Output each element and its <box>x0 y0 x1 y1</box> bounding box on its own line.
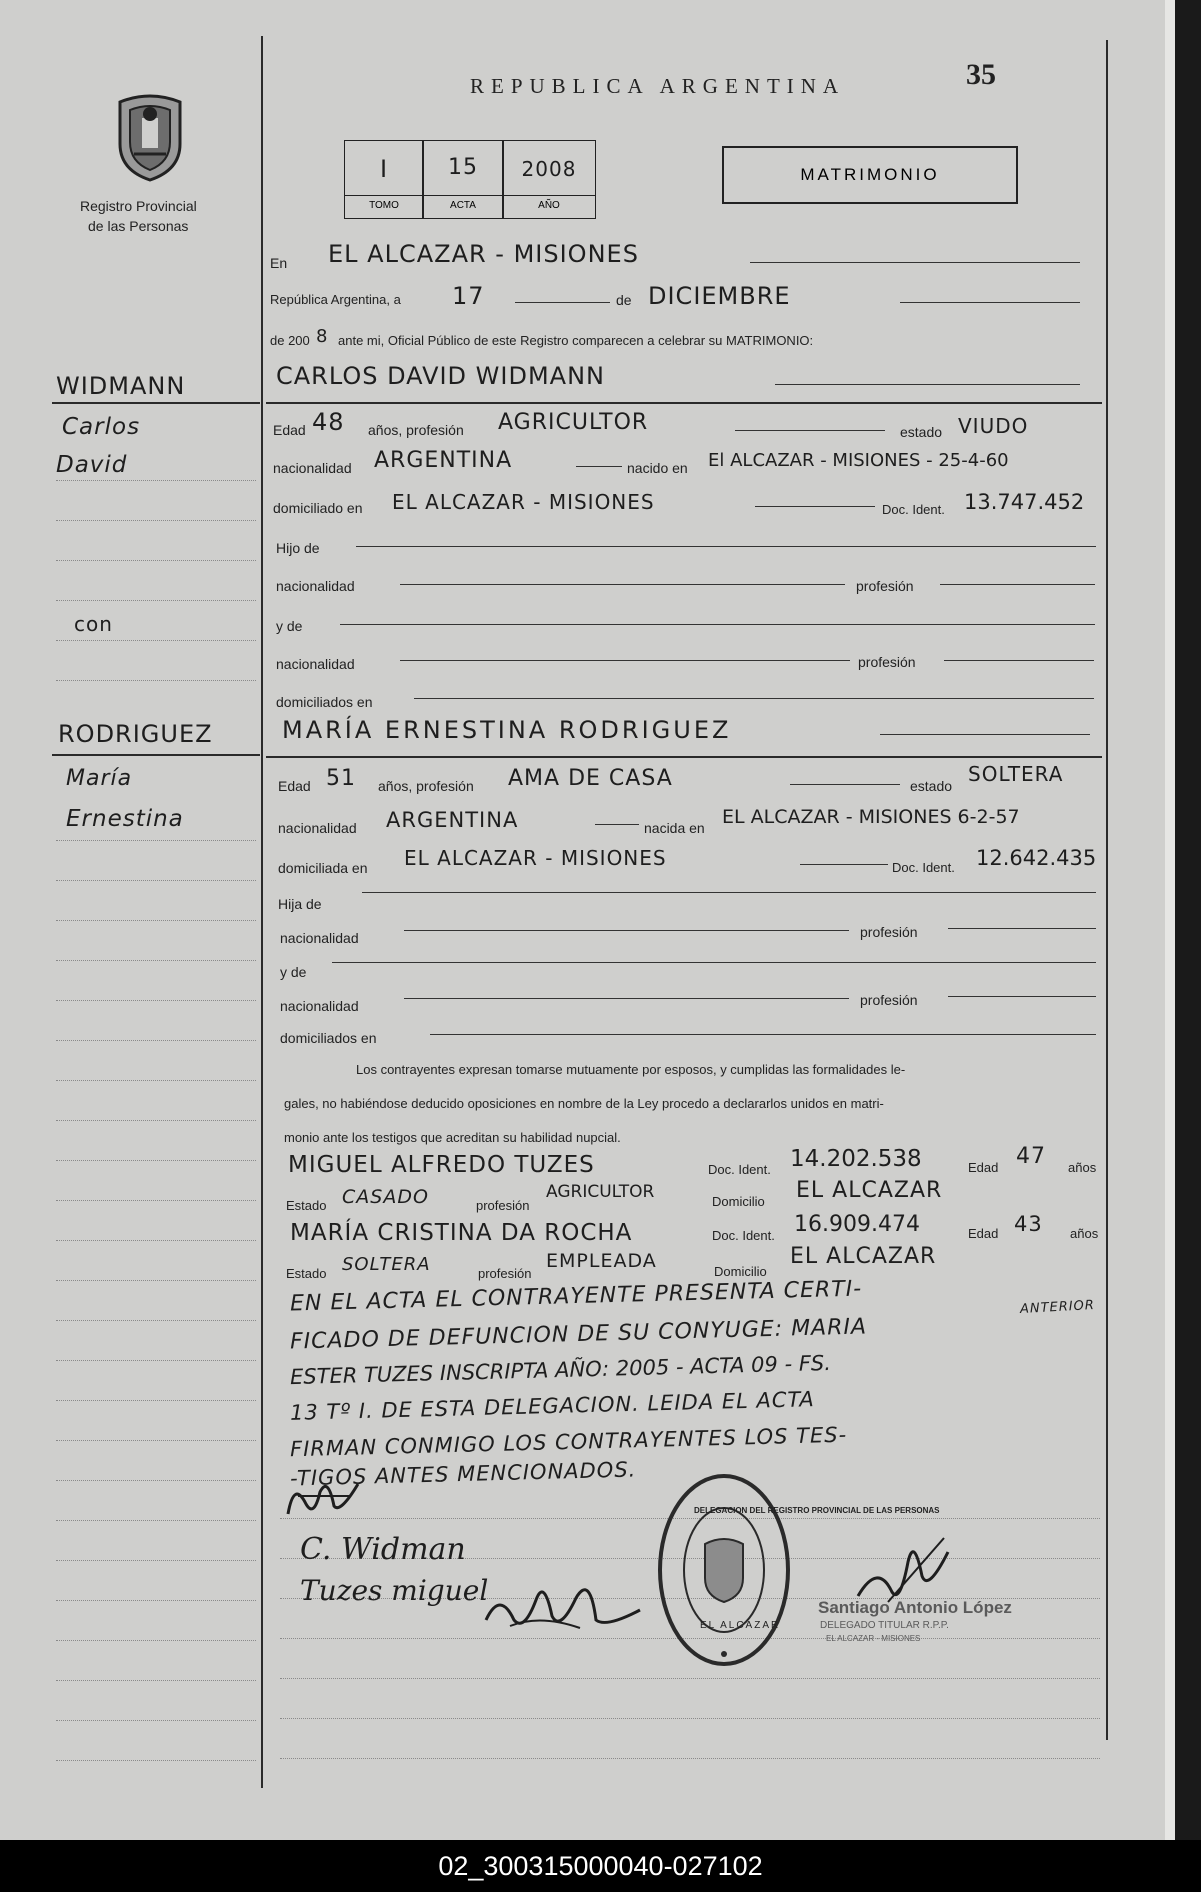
groom-y-de-label: y de <box>276 618 303 634</box>
groom-age: 48 <box>312 408 345 436</box>
bride-parents-domicile-line <box>430 1034 1096 1035</box>
seal-place: EL ALCAZAR <box>700 1620 781 1631</box>
witness1-estado: CASADO <box>342 1186 429 1208</box>
record-type-box <box>722 146 1018 204</box>
bride-section-rule <box>266 756 1102 758</box>
registry-seal <box>655 1470 793 1670</box>
acta-cell <box>422 140 504 196</box>
year-prefix: de 200 <box>270 333 310 348</box>
bride-age: 51 <box>326 766 356 791</box>
margin-bride-given1: María <box>66 766 133 791</box>
witness2-estado-label: Estado <box>286 1266 327 1281</box>
groom-section-rule <box>266 402 1102 404</box>
mother-nationality-line <box>400 660 850 661</box>
groom-domicilio-label: domiciliado en <box>273 500 363 516</box>
witness1-doc: 14.202.538 <box>790 1146 922 1172</box>
margin-dotted-rule <box>56 600 256 602</box>
witness2-estado: SOLTERA <box>342 1254 431 1275</box>
notes-line5: FIRMAN CONMIGO LOS CONTRAYENTES LOS TES- <box>289 1422 848 1462</box>
margin-dotted-rule <box>56 520 256 522</box>
tomo-label: TOMO <box>344 195 424 219</box>
witness2-domicilio-label: Domicilio <box>714 1264 767 1279</box>
bride-mother-line <box>332 962 1096 963</box>
ano-cell <box>502 140 596 196</box>
margin-dotted-rule <box>56 1720 256 1722</box>
groom-doc: 13.747.452 <box>964 490 1085 514</box>
father-nationality-line <box>400 584 845 585</box>
profession-line <box>735 430 885 431</box>
bride-profession-line <box>790 784 900 785</box>
declaration-line2: gales, no habiéndose deducido oposiciones en nombre de la Ley procedo a declararlos unidos en matri- <box>284 1096 884 1111</box>
mother-line <box>340 624 1095 625</box>
bride-anos-profesion: años, profesión <box>378 778 474 794</box>
marriage-month: DICIEMBRE <box>648 282 791 310</box>
declaration-line1: Los contrayentes expresan tomarse mutuamente por esposos, y cumplidas las formalidades le- <box>356 1062 906 1077</box>
margin-dotted-rule <box>56 480 256 482</box>
place-line <box>750 262 1080 263</box>
bride-mother-nacionalidad-label: nacionalidad <box>280 998 359 1014</box>
witness2-doc: 16.909.474 <box>794 1212 920 1237</box>
year-suffix: 8 <box>316 326 329 347</box>
official-place: EL ALCAZAR - MISIONES <box>826 1634 921 1643</box>
witness2-profession: EMPLEADA <box>546 1250 657 1272</box>
witness2-age: 43 <box>1014 1212 1043 1236</box>
margin-dotted-rule <box>56 1080 256 1082</box>
witness1-domicilio-label: Domicilio <box>712 1194 765 1209</box>
bride-nationality-line <box>595 824 639 825</box>
margin-dotted-rule <box>56 1200 256 1202</box>
witness2-profesion-label: profesión <box>478 1266 532 1281</box>
bride-signature-scribble <box>284 1474 364 1522</box>
witness1-anos-label: años <box>1068 1160 1097 1175</box>
notes-line3: ESTER TUZES INSCRIPTA AÑO: 2005 - ACTA 09 - FS. <box>289 1350 832 1390</box>
margin-dotted-rule <box>56 1040 256 1042</box>
bride-birth: EL ALCAZAR - MISIONES 6-2-57 <box>722 806 1020 828</box>
tomo-cell <box>344 140 424 196</box>
ano-label: AÑO <box>502 195 596 219</box>
margin-rule <box>52 402 260 404</box>
margin-dotted-rule <box>56 1400 256 1402</box>
official-title: DELEGADO TITULAR R.P.P. <box>820 1620 949 1631</box>
margin-dotted-rule <box>56 1760 256 1762</box>
right-margin-rule <box>1106 40 1108 1740</box>
margin-dotted-rule <box>56 960 256 962</box>
bride-doc-label: Doc. Ident. <box>892 860 955 875</box>
margin-dotted-rule <box>56 1120 256 1122</box>
margin-dotted-rule <box>56 1680 256 1682</box>
father-line <box>356 546 1096 547</box>
margin-dotted-rule <box>56 560 256 562</box>
bride-father-nacionalidad-label: nacionalidad <box>280 930 359 946</box>
margin-dotted-rule <box>56 1520 256 1522</box>
parents-domicile-line <box>414 698 1094 699</box>
bride-father-profession-line <box>948 928 1096 929</box>
groom-estado: VIUDO <box>958 414 1029 438</box>
groom-domiciliados-label: domiciliados en <box>276 694 373 710</box>
margin-bride-given2: Ernestina <box>66 806 184 832</box>
bride-estado-label: estado <box>910 778 953 794</box>
groom-name-line <box>775 384 1080 385</box>
registry-name-line2: de las Personas <box>88 218 189 234</box>
witness1-profesion-label: profesión <box>476 1198 530 1213</box>
groom-father-nacionalidad-label: nacionalidad <box>276 578 355 594</box>
notes-line1: EN EL ACTA EL CONTRAYENTE PRESENTA CERTI- <box>289 1276 863 1317</box>
bride-edad-label: Edad <box>278 778 311 794</box>
witness2-edad-label: Edad <box>968 1226 999 1241</box>
margin-bride-surname: RODRIGUEZ <box>58 720 213 748</box>
body-dotted-rule <box>280 1758 1100 1760</box>
witness2-signature-scribble <box>480 1570 650 1640</box>
folio-number: 35 <box>966 58 996 91</box>
groom-edad-label: Edad <box>273 422 306 438</box>
margin-groom-given1: Carlos <box>62 414 141 440</box>
margin-dotted-rule <box>56 840 256 842</box>
witness1-name: MIGUEL ALFREDO TUZES <box>288 1152 595 1178</box>
bride-domicile: EL ALCAZAR - MISIONES <box>404 846 667 870</box>
witness2-doc-label: Doc. Ident. <box>712 1228 775 1243</box>
body-dotted-rule <box>280 1678 1100 1680</box>
groom-estado-label: estado <box>900 424 943 440</box>
bride-name-line <box>880 734 1090 735</box>
groom-nacionalidad-label: nacionalidad <box>273 460 352 476</box>
bride-doc: 12.642.435 <box>976 846 1097 870</box>
republica-label: República Argentina, a <box>270 292 401 307</box>
notes-line2: FICADO DE DEFUNCION DE SU CONYUGE: MARIA <box>289 1314 868 1355</box>
mother-profession-line <box>944 660 1094 661</box>
margin-dotted-rule <box>56 1640 256 1642</box>
bride-full-name: MARÍA ERNESTINA RODRIGUEZ <box>282 716 732 744</box>
groom-hijo-label: Hijo de <box>276 540 320 556</box>
bride-mother-profession-line <box>948 996 1096 997</box>
bride-mother-nationality-line <box>404 998 849 999</box>
margin-dotted-rule <box>56 1480 256 1482</box>
page-edge <box>1165 0 1175 1840</box>
month-line <box>900 302 1080 303</box>
father-profession-line <box>940 584 1095 585</box>
bride-estado: SOLTERA <box>968 762 1064 786</box>
witness2-anos-label: años <box>1070 1226 1099 1241</box>
margin-dotted-rule <box>56 920 256 922</box>
acta-value: 15 <box>448 155 478 180</box>
groom-domicile: EL ALCAZAR - MISIONES <box>392 490 655 514</box>
margin-dotted-rule <box>56 1000 256 1002</box>
groom-signature: C. Widman <box>300 1532 466 1567</box>
margin-dotted-rule <box>56 1320 256 1322</box>
margin-dotted-rule <box>56 1560 256 1562</box>
groom-birth: El ALCAZAR - MISIONES - 25-4-60 <box>708 450 1009 471</box>
bride-father-profesion-label: profesión <box>860 924 918 940</box>
witness1-doc-label: Doc. Ident. <box>708 1162 771 1177</box>
witness2-name: MARÍA CRISTINA DA ROCHA <box>290 1220 633 1246</box>
groom-mother-profesion-label: profesión <box>858 654 916 670</box>
notes-line4: 13 Tº I. DE ESTA DELEGACION. LEIDA EL ACTA <box>289 1387 816 1425</box>
ano-value: 2008 <box>521 157 577 181</box>
bride-nacionalidad-label: nacionalidad <box>278 820 357 836</box>
domicile-line <box>755 506 875 507</box>
statement-text: ante mi, Oficial Público de este Registro comparecen a celebrar su MATRIMONIO: <box>338 333 814 348</box>
margin-dotted-rule <box>56 640 256 642</box>
witness1-edad-label: Edad <box>968 1160 999 1175</box>
margin-dotted-rule <box>56 1440 256 1442</box>
archive-code-footer: 02_300315000040-027102 <box>0 1840 1201 1892</box>
margin-dotted-rule <box>56 1160 256 1162</box>
declaration-line3: monio ante los testigos que acreditan su habilidad nupcial. <box>284 1130 621 1145</box>
bride-domicilio-label: domiciliada en <box>278 860 368 876</box>
margin-rule <box>52 754 260 756</box>
groom-father-profesion-label: profesión <box>856 578 914 594</box>
bride-y-de-label: y de <box>280 964 307 980</box>
seal-text: DELEGACION DEL REGISTRO PROVINCIAL DE LAS PERSONAS <box>694 1506 940 1515</box>
bride-father-line <box>362 892 1096 893</box>
acta-label: ACTA <box>422 195 504 219</box>
groom-mother-nacionalidad-label: nacionalidad <box>276 656 355 672</box>
groom-doc-label: Doc. Ident. <box>882 502 945 517</box>
bride-mother-profesion-label: profesión <box>860 992 918 1008</box>
tomo-value: I <box>379 155 389 183</box>
witness2-domicile: EL ALCAZAR <box>790 1244 937 1269</box>
margin-dotted-rule <box>56 680 256 682</box>
groom-nationality: ARGENTINA <box>374 448 513 473</box>
bride-nacida-label: nacida en <box>644 820 705 836</box>
margin-groom-given2: David <box>56 452 128 478</box>
groom-anos-profesion: años, profesión <box>368 422 464 438</box>
witness1-estado-label: Estado <box>286 1198 327 1213</box>
marriage-day: 17 <box>452 282 485 310</box>
marriage-place: EL ALCAZAR - MISIONES <box>328 240 639 268</box>
en-label: En <box>270 255 288 271</box>
witness1-age: 47 <box>1016 1144 1046 1169</box>
witness-signature: Tuzes miguel <box>300 1574 489 1607</box>
record-type: MATRIMONIO <box>800 165 940 184</box>
witness1-profession: AGRICULTOR <box>546 1182 655 1202</box>
margin-dotted-rule <box>56 1240 256 1242</box>
groom-profession: AGRICULTOR <box>498 410 649 435</box>
notes-insert: ANTERIOR <box>1019 1298 1096 1317</box>
bride-father-nationality-line <box>404 930 849 931</box>
margin-dotted-rule <box>56 1360 256 1362</box>
notes-line6: -TIGOS ANTES MENCIONADOS. <box>289 1457 637 1491</box>
margin-dotted-rule <box>56 1600 256 1602</box>
margin-connector: con <box>74 612 113 636</box>
bride-domicile-line <box>800 864 888 865</box>
bride-hija-label: Hija de <box>278 896 322 912</box>
bride-profession: AMA DE CASA <box>508 766 673 791</box>
left-margin-rule <box>261 36 263 1788</box>
bride-nationality: ARGENTINA <box>386 808 519 832</box>
witness1-domicile: EL ALCAZAR <box>796 1178 943 1203</box>
country-title: REPUBLICA ARGENTINA <box>470 74 846 98</box>
groom-nacido-label: nacido en <box>627 460 688 476</box>
groom-full-name: CARLOS DAVID WIDMANN <box>276 362 605 390</box>
body-dotted-rule <box>280 1718 1100 1720</box>
official-name: Santiago Antonio López <box>818 1598 1012 1617</box>
margin-dotted-rule <box>56 1280 256 1282</box>
nationality-line <box>576 466 622 467</box>
de-label: de <box>616 292 632 308</box>
bride-domiciliados-label: domiciliados en <box>280 1030 377 1046</box>
day-line <box>515 302 610 303</box>
coat-of-arms-logo <box>108 88 192 184</box>
registry-name-line1: Registro Provincial <box>80 198 197 214</box>
margin-groom-surname: WIDMANN <box>56 372 186 400</box>
margin-dotted-rule <box>56 880 256 882</box>
